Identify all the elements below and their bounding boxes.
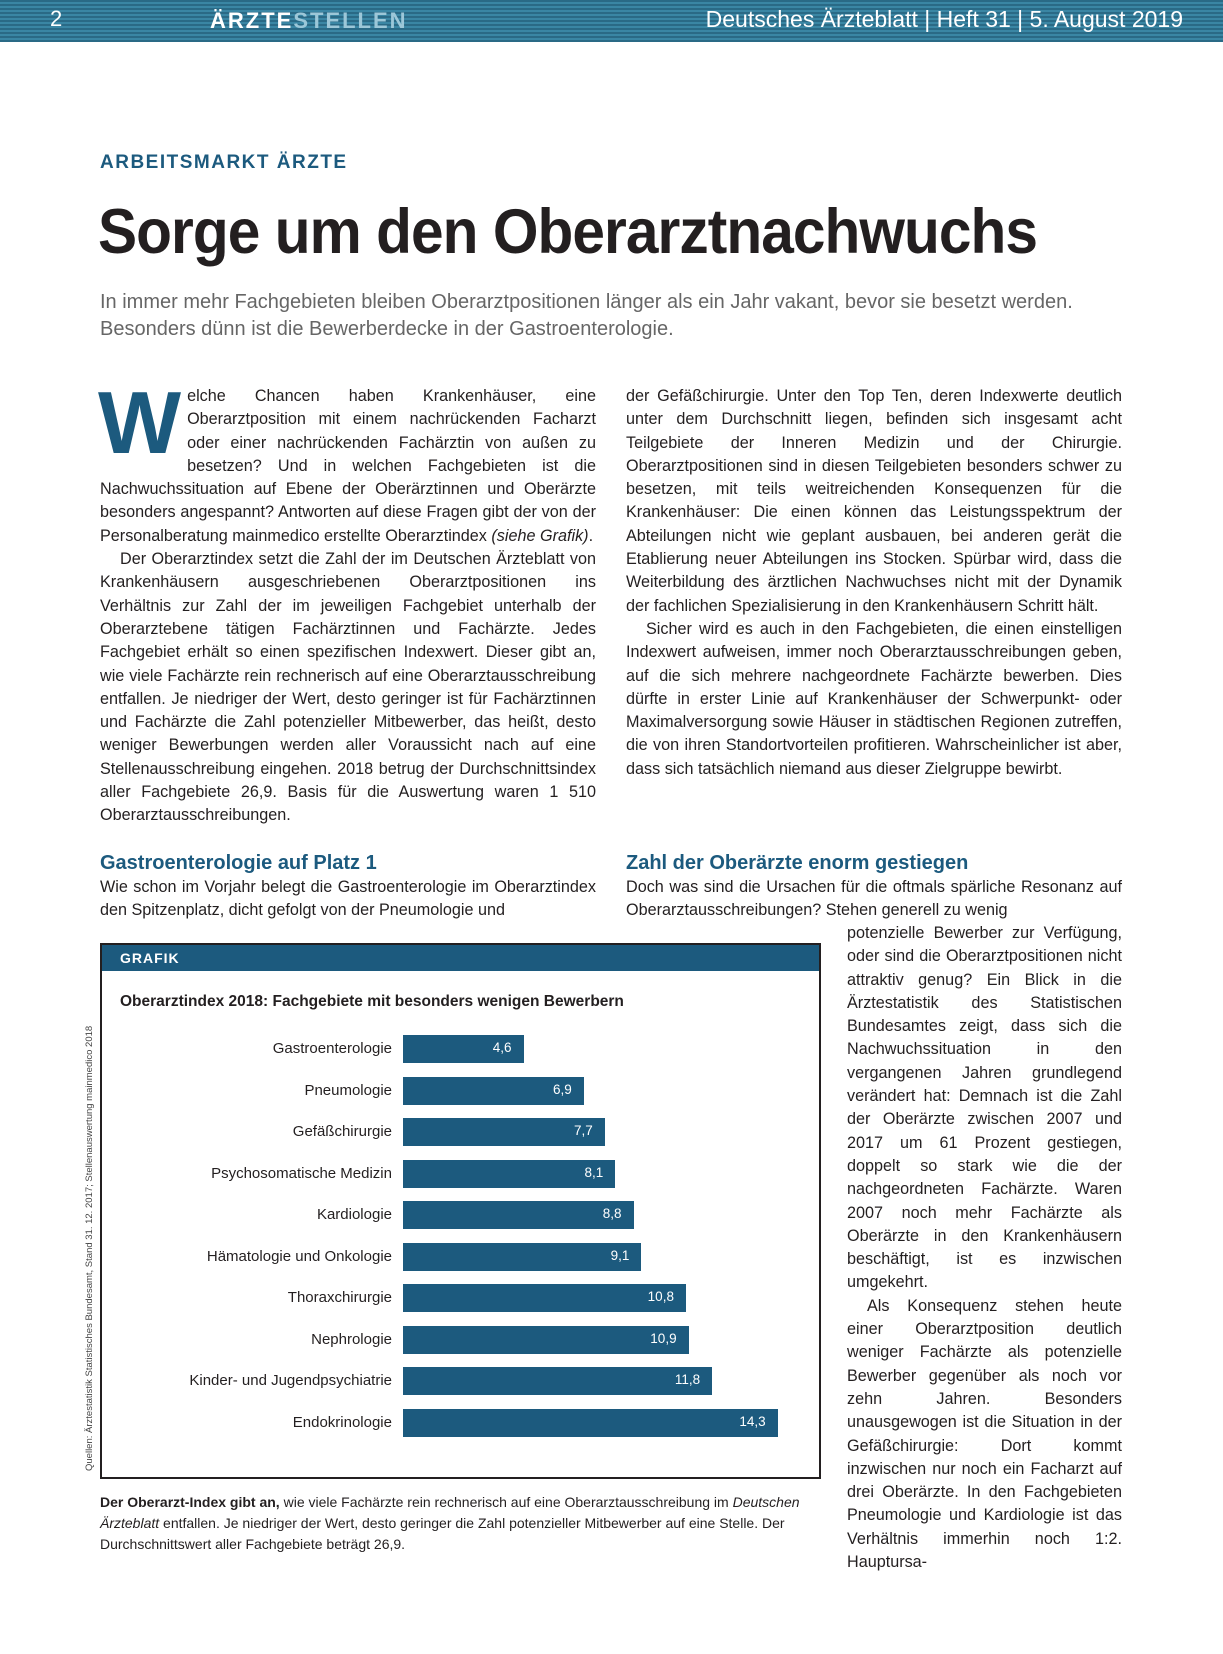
bar-value-label: 6,9 [552, 1081, 572, 1097]
bar-row [102, 1243, 823, 1271]
bar-category-label: Gefäßchirurgie [292, 1123, 392, 1140]
bar-row [102, 1409, 823, 1437]
bar [403, 1367, 712, 1395]
bar-category-label: Thoraxchirurgie [287, 1289, 392, 1306]
bar [403, 1284, 686, 1312]
bar-row [102, 1326, 823, 1354]
paragraph [98, 373, 596, 548]
bar-chart [102, 945, 823, 1481]
paragraph-text: elche Chancen haben Krankenhäuser, eine Oberarztposition mit einem nachrückenden Facharzt oder einer nachrückenden Fachärztin von außen zu besetzen? Und in welchen Fachgebieten ist die Nachwuchssituation auf Ebene der Oberärztinnen und Oberärzte besonders angespannt? Antworten auf diese Fragen gibt der von der Personalberatung mainmedico erstellte Oberarztindex [100, 387, 596, 545]
chart-source-note: Quellen: Ärztestatistik Statistisches Bundesamt, Stand 31. 12. 2017; Stellenauswertung mainmedico 2018 [84, 1025, 95, 1471]
page-number: 2 [50, 6, 63, 31]
bar [403, 1160, 615, 1188]
bar-value-label: 10,8 [647, 1289, 674, 1304]
caption-text: wie viele Fachärzte rein rechnerisch auf eine Oberarztausschreibung im [279, 1494, 733, 1510]
bar [403, 1077, 584, 1105]
bar-category-label: Hämatologie und Onkologie [206, 1247, 392, 1265]
bar [403, 1409, 778, 1437]
bar-row [102, 1118, 823, 1146]
bar [403, 1201, 634, 1229]
bar-row [102, 1160, 823, 1188]
bar-value-label: 9,1 [610, 1247, 630, 1263]
subheading-left: Gastroenterologie auf Platz 1 [100, 852, 377, 874]
article-column-left-continued [100, 876, 596, 923]
paragraph: Wie schon im Vorjahr belegt die Gastroenterologie im Oberarztindex den Spitzenplatz, dicht gefolgt von der Pneumologie und [100, 878, 596, 920]
bar-value-label: 8,1 [584, 1164, 604, 1180]
paragraph: Doch was sind die Ursachen für die oftmals spärliche Resonanz auf Oberarztausschreibungen? Stehen generell zu wenig [626, 878, 1122, 920]
paragraph: der Gefäßchirurgie. Unter den Top Ten, deren Indexwerte deutlich unter dem Durchschnitt liegen, befinden sich insgesamt acht Teilgebiete der Inneren Medizin und der Chirurgie. Oberarztpositionen sind in diesen Teilgebieten besonders schwer zu besetzen, mit teils weitreichenden Konsequenzen für die Krankenhäuser: Die einen können das Leistungsspektrum der Abteilungen nicht wie geplant ausbauen, bei anderen gerät die Etablierung neuer Abteilungen ins Stocken. Spürbar wird, dass die Weiterbildung des ärztlichen Nachwuchses nicht mit der Dynamik der fachlichen Spezialisierung in den Krankenhäusern Schritt hält. [626, 387, 1122, 615]
bar-row [102, 1201, 823, 1229]
bar-value-label: 10,9 [650, 1330, 677, 1346]
bar [403, 1243, 641, 1271]
chart-tag: GRAFIK [102, 945, 819, 971]
caption-publication: Deutschen Ärzteblatt [100, 1494, 800, 1531]
section-title-part1: ÄRZTE [210, 8, 294, 33]
bar-category-label: Nephrologie [311, 1330, 392, 1348]
article-column-right [626, 385, 1122, 781]
article-kicker: ARBEITSMARKT ÄRZTE [100, 152, 348, 173]
bar-category-label: Endokrinologie [292, 1413, 392, 1431]
bar-category-label: Pneumologie [304, 1081, 392, 1099]
article-lead: In immer mehr Fachgebieten bleiben Oberarztpositionen länger als ein Jahr vakant, bevor sie besetzt werden. Besonders dünn ist die Bewerberdecke in der Gastroenterologie. [100, 291, 1073, 340]
paragraph: Als Konsequenz stehen heute einer Oberarztposition deutlich weniger Fachärzte als potenzielle Bewerber gegenüber als noch vor zehn Jahren. Besonders unausgewogen ist die Situation in der Gefäßchirurgie: Dort kommt inzwischen nur noch ein Facharzt auf drei Oberärzte. In den Fachgebieten Pneumologie und Kardiologie ist das Verhältnis immerhin noch 1:2. Hauptursa- [847, 1296, 1122, 1572]
article-column-right-continued [626, 876, 1122, 923]
bar-row [102, 1284, 823, 1312]
paragraph: potenzielle Bewerber zur Verfügung, oder sind die Oberarztpositionen nicht attraktiv genug? Ein Blick in die Ärztestatistik des Statistischen Bundesamtes zeigt, dass sich die Nachwuchssituation in den vergangenen Jahren grundlegend verändert hat: Demnach ist die Zahl der Oberärzte zwischen 2007 und 2017 um 61 Prozent gestiegen, doppelt so stark wie die der nachgeordneten Fachärzte. Waren 2007 noch mehr Fachärzte als Oberärzte in den Krankenhäusern beschäftigt, ist es inzwischen umgekehrt. [847, 924, 1122, 1292]
bar-category-label: Psychosomatische Medizin [211, 1164, 392, 1182]
paragraph: Der Oberarztindex setzt die Zahl der im Deutschen Ärzteblatt von Krankenhäusern ausgeschriebenen Oberarztpositionen ins Verhältnis zur Zahl der im jeweiligen Fachgebiet unterhalb der Oberarztebene tätigen Fachärztinnen und Fachärzte. Jedes Fachgebiet erhält so einen spezifischen Indexwert. Dieser gibt an, wie viele Fachärzte rein rechnerisch auf eine Oberarztausschreibung entfallen. Je niedriger der Wert, desto geringer ist für Fachärztinnen und Fachärzte die Zahl potenzieller Mitbewerber, das heißt, desto weniger Bewerbungen werden aller Voraussicht nach auf eine Stellenausschreibung eingehen. 2018 betrug der Durchschnittsindex aller Fachgebiete 26,9. Basis für die Auswertung waren 1 510 Oberarztausschreibungen. [100, 550, 596, 825]
bar-value-label: 11,8 [674, 1372, 701, 1387]
caption-lead: Der Oberarzt-Index gibt an, [100, 1494, 280, 1510]
chart-title: Oberarztindex 2018: Fachgebiete mit besonders wenigen Bewerbern [120, 993, 624, 1010]
paragraph-end: . [588, 526, 594, 545]
subheading-right: Zahl der Oberärzte enorm gestiegen [626, 852, 969, 874]
masthead [0, 0, 1223, 42]
bar-row [102, 1035, 823, 1063]
bar-category-label: Gastroenterologie [272, 1040, 392, 1057]
bar-value-label: 4,6 [492, 1040, 512, 1055]
caption-text-end: entfallen. Je niedriger der Wert, desto geringer die Zahl potenzieller Mitbewerber auf eine Stelle. Der Durchschnittswert aller Fachgebiete beträgt 26,9. [100, 1515, 785, 1552]
drop-cap: W [98, 373, 182, 472]
grafik-reference: (siehe Grafik) [491, 526, 589, 545]
bar-category-label: Kardiologie [316, 1206, 392, 1223]
section-title [210, 8, 408, 34]
bar-row [102, 1367, 823, 1395]
paragraph: Sicher wird es auch in den Fachgebieten, die einen einstelligen Indexwert aufweisen, immer noch Oberarztausschreibungen geben, auf die sich mehrere nachgeordnete Fachärzte bewerben. Dies dürfte in erster Linie auf Krankenhäuser der Schwerpunkt- oder Maximalversorgung sowie Häuser in städtischen Regionen zutreffen, die von ihren Standortvorteilen profitieren. Wahrscheinlicher ist aber, dass sich tatsächlich niemand aus dieser Zielgruppe bewirbt. [626, 619, 1122, 778]
chart-box [100, 943, 821, 1479]
article-column-left [98, 373, 596, 828]
bar-category-label: Kinder- und Jugendpsychiatrie [189, 1372, 392, 1389]
issue-info: Deutsches Ärzteblatt | Heft 31 | 5. August 2019 [705, 6, 1183, 32]
bar-value-label: 7,7 [573, 1123, 593, 1138]
section-title-part2: STELLEN [293, 8, 408, 33]
chart-caption [100, 1492, 800, 1555]
bar-value-label: 8,8 [602, 1206, 622, 1221]
bar [403, 1035, 524, 1063]
bar-row [102, 1077, 823, 1105]
bar-value-label: 14,3 [739, 1413, 766, 1429]
article-column-right-narrow [847, 922, 1122, 1574]
bar [403, 1118, 605, 1146]
article-title: Sorge um den Oberarztnachwuchs [98, 197, 1038, 267]
bar [403, 1326, 689, 1354]
